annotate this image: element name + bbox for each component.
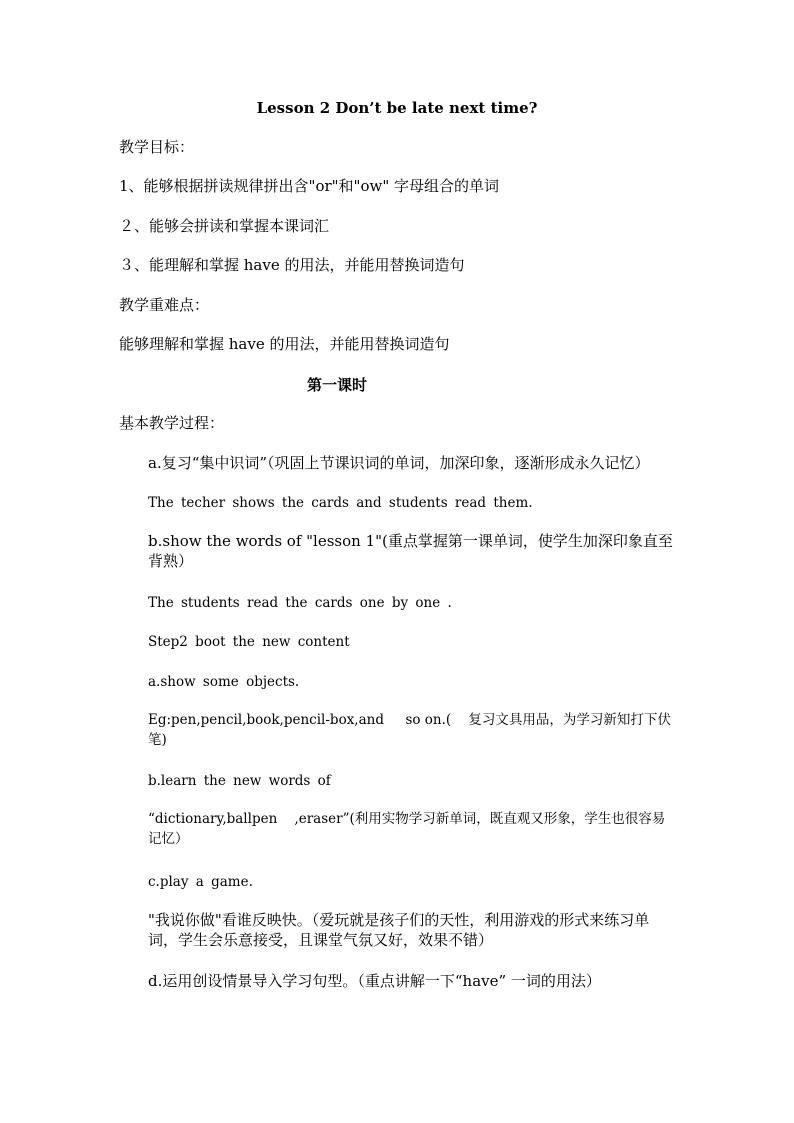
objective-item-3: ３、能理解和掌握 have 的用法，并能用替换词造句	[119, 256, 465, 274]
step-teacher-shows-cards: The techer shows the cards and students read them.	[148, 495, 533, 511]
document-title: Lesson 2 Don’t be late next time?	[256, 99, 538, 117]
objectives-heading: 教学目标：	[119, 138, 195, 156]
step-show-objects: a.show some objects.	[148, 674, 300, 690]
step-sentence-patterns: d.运用创设情景导入学习句型。（重点讲解一下“have” 一词的用法）	[148, 972, 601, 990]
difficulties-text: 能够理解和掌握 have 的用法，并能用替换词造句	[119, 335, 450, 353]
difficulties-heading: 教学重难点：	[119, 296, 210, 314]
objective-item-1: 1、能够根据拼读规律拼出含"or"和"ow" 字母组合的单词	[119, 177, 499, 195]
step-game-description: "我说你做"看谁反映快。（爱玩就是孩子们的天性，利用游戏的形式来练习单词，学生会乐意接受，且课堂气氛又好，效果不错）	[148, 911, 650, 949]
step-learn-new-words: b.learn the new words of	[148, 773, 331, 789]
objective-item-2: ２、能够会拼读和掌握本课词汇	[119, 217, 330, 235]
step-students-read-cards: The students read the cards one by one .	[148, 595, 452, 611]
step-play-game: c.play a game.	[148, 874, 253, 890]
step-show-words: b.show the words of "lesson 1"(重点掌握第一课单词，使学生加深印象直至背熟）	[148, 532, 673, 570]
process-heading: 基本教学过程：	[119, 414, 225, 432]
step-stationery-review: Eg:pen,pencil,book,pencil-box,and so on.( 复习文具用品，为学习新知打下伏笔)	[148, 712, 671, 748]
lesson-heading: 第一课时	[306, 376, 367, 394]
step-review-words: a.复习“集中识词”（巩固上节课识词的单词，加深印象，逐渐形成永久记忆）	[148, 454, 650, 472]
step-boot-new-content: Step2 boot the new content	[148, 634, 350, 650]
step-new-vocabulary: “dictionary,ballpen ,eraser”(利用实物学习新单词，既直观又形象，学生也很容易记忆）	[148, 811, 666, 847]
